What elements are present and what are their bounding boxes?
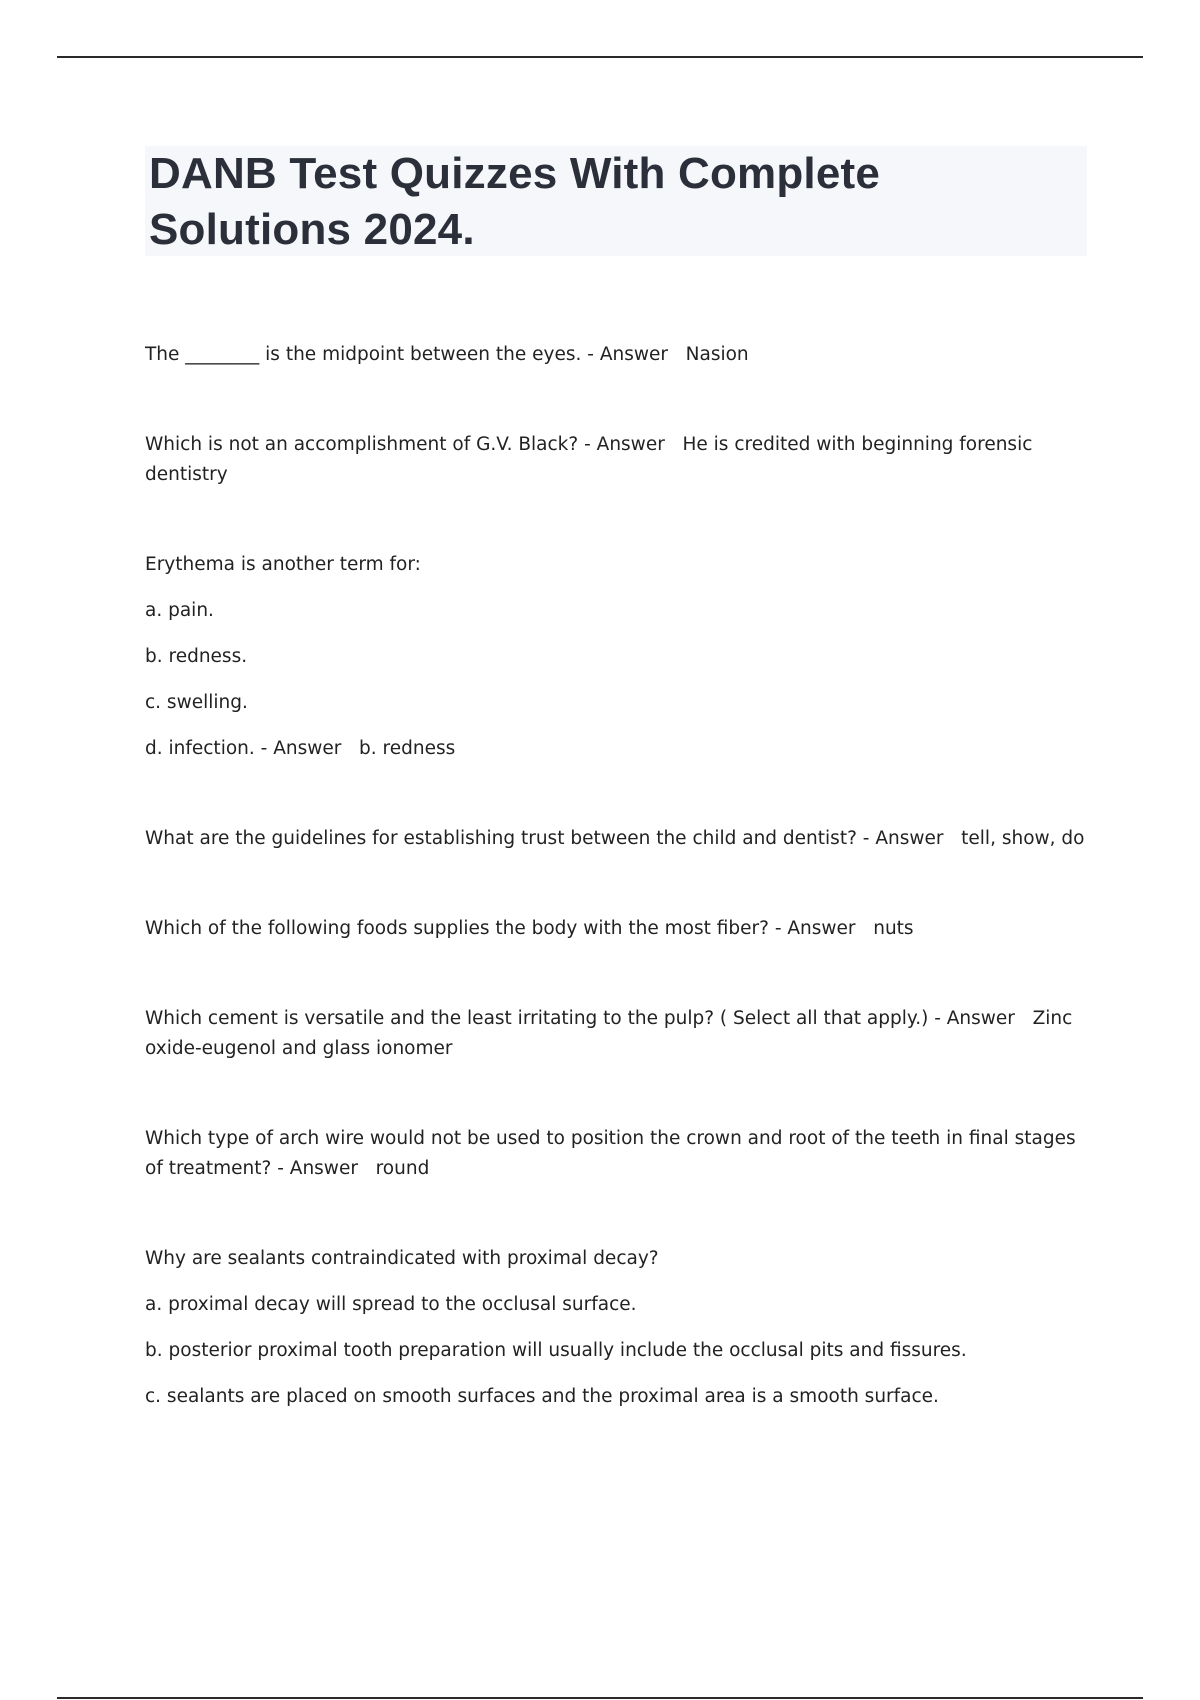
top-rule: [57, 56, 1143, 58]
qa-line: [145, 430, 1090, 490]
question-text: Which type of arch wire would not be used to position the crown and root of the teeth in final stages of treatment?: [145, 1128, 1076, 1179]
qa-line: [145, 824, 1090, 854]
answer-marker: - Answer: [587, 344, 668, 365]
answer-text: tell, show, do: [961, 828, 1085, 849]
question-text: What are the guidelines for establishing trust between the child and dentist?: [145, 828, 857, 849]
answer-text: He is credited with beginning forensic dentistry: [145, 434, 1033, 485]
option-line: c. swelling.: [145, 692, 248, 713]
answer-marker: - Answer: [862, 828, 944, 849]
question-line: Why are sealants contraindicated with proximal decay?: [145, 1248, 659, 1269]
qa-item: [145, 1244, 1090, 1412]
answer-marker: - Answer: [774, 918, 856, 939]
qa-list: [145, 340, 1090, 1472]
qa-item: [145, 430, 1090, 490]
answer-marker: - Answer: [934, 1008, 1015, 1029]
qa-line: [145, 1124, 1090, 1184]
answer-marker: - Answer: [260, 738, 342, 759]
option-text: d. infection.: [145, 738, 255, 759]
answer-text: Zinc oxide-eugenol and glass ionomer: [145, 1008, 1073, 1059]
qa-item: [145, 914, 1090, 944]
qa-item: [145, 1124, 1090, 1184]
qa-line: [145, 1004, 1090, 1064]
answer-text: b. redness: [359, 738, 456, 759]
question-text: Which cement is versatile and the least irritating to the pulp? ( Select all that apply.): [145, 1008, 929, 1029]
qa-item: [145, 1004, 1090, 1064]
question-text: Which is not an accomplishment of G.V. Black?: [145, 434, 579, 455]
qa-line: [145, 914, 1090, 944]
document-title: DANB Test Quizzes With Complete Solutions 2024.: [149, 149, 881, 254]
qa-line: [145, 340, 1090, 370]
bottom-rule: [57, 1697, 1143, 1699]
option-line: a. pain.: [145, 600, 214, 621]
question-text: Which of the following foods supplies the body with the most fiber?: [145, 918, 769, 939]
title-block: [145, 146, 1087, 256]
qa-line: [145, 734, 1090, 764]
answer-marker: - Answer: [584, 434, 665, 455]
question-line: Erythema is another term for:: [145, 554, 421, 575]
option-line: c. sealants are placed on smooth surfaces and the proximal area is a smooth surface.: [145, 1386, 939, 1407]
qa-item: [145, 824, 1090, 854]
answer-marker: - Answer: [277, 1158, 358, 1179]
option-line: b. redness.: [145, 646, 248, 667]
option-line: b. posterior proximal tooth preparation will usually include the occlusal pits and fissures.: [145, 1340, 967, 1361]
qa-item: [145, 340, 1090, 370]
question-text: The ________ is the midpoint between the eyes.: [145, 344, 582, 365]
answer-text: round: [375, 1158, 430, 1179]
answer-text: nuts: [873, 918, 914, 939]
qa-item: [145, 550, 1090, 764]
answer-text: Nasion: [685, 344, 749, 365]
option-line: a. proximal decay will spread to the occlusal surface.: [145, 1294, 637, 1315]
